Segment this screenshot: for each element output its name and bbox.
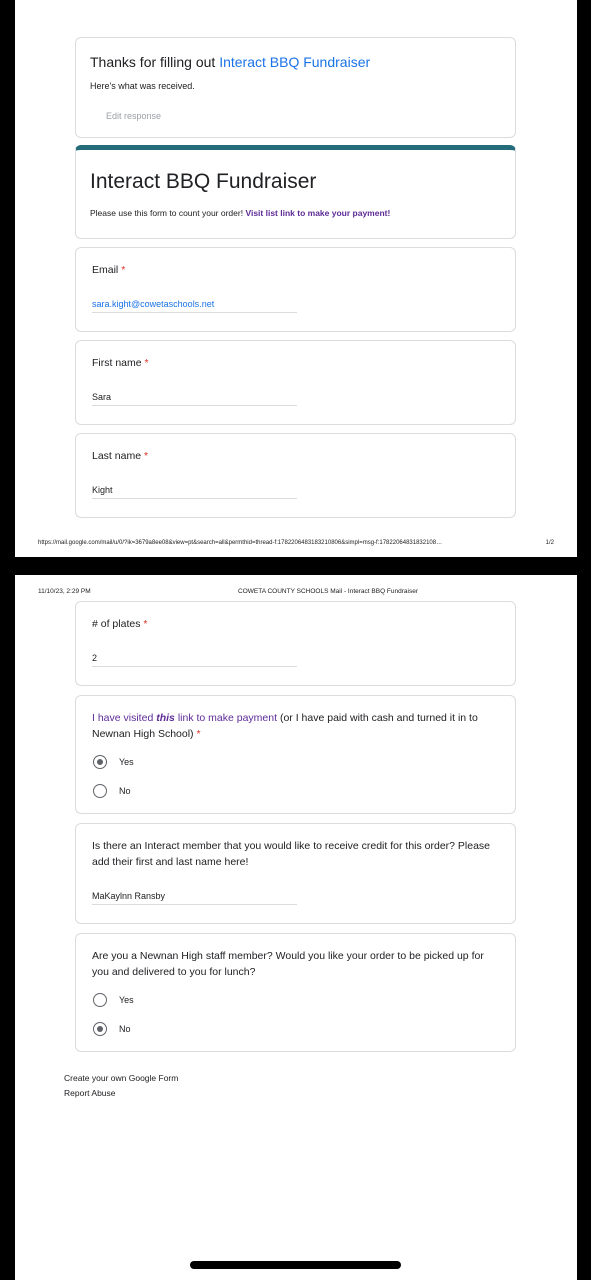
plates-label-text: # of plates [92, 618, 141, 630]
required-marker: * [144, 357, 149, 369]
staff-option-yes-label: Yes [119, 995, 134, 1005]
first-name-label-text: First name [92, 357, 142, 369]
question-interact-member [75, 823, 516, 924]
form-title: Interact BBQ Fundraiser [90, 170, 317, 193]
payment-option-no-label: No [119, 786, 131, 796]
payment-option-yes-label: Yes [119, 757, 134, 767]
question-staff [75, 933, 516, 1052]
payment-label-part2[interactable]: link to make payment [177, 712, 278, 724]
confirmation-title [90, 54, 370, 70]
required-marker: * [121, 264, 126, 276]
radio-unchecked-icon[interactable] [93, 784, 107, 798]
last-name-label [92, 448, 497, 464]
print-url: https://mail.google.com/mail/u/0/?ik=3679a8ee08&view=pt&search=all&permthid=thread-f:1782206483183210806&simpl=msg-f:178220648318321​08… [38, 540, 443, 546]
payment-option-no[interactable] [93, 783, 131, 799]
radio-checked-icon[interactable] [93, 1022, 107, 1036]
member-answer: MaKaylnn Ransby [92, 891, 297, 905]
confirmation-card [75, 37, 516, 138]
form-description [90, 208, 390, 218]
form-description-text: Please use this form to count your order! [90, 208, 244, 218]
payment-option-yes[interactable] [93, 754, 134, 770]
email-label [92, 262, 497, 278]
confirmation-subtitle: Here's what was received. [90, 81, 195, 91]
staff-option-no-label: No [119, 1024, 131, 1034]
required-marker: * [143, 618, 148, 630]
radio-unchecked-icon[interactable] [93, 993, 107, 1007]
email-answer: sara.kight@cowetaschools.net [92, 299, 297, 313]
question-plates [75, 601, 516, 686]
question-first-name [75, 340, 516, 425]
question-last-name [75, 433, 516, 518]
page-number: 1/2 [545, 540, 554, 546]
create-form-link[interactable]: Create your own Google Form [64, 1073, 179, 1083]
payment-label [92, 710, 497, 742]
last-name-answer: Kight [92, 485, 297, 499]
print-page-2 [15, 575, 577, 1280]
confirmation-title-prefix: Thanks for filling out [90, 54, 216, 70]
question-email [75, 247, 516, 332]
radio-checked-icon[interactable] [93, 755, 107, 769]
question-payment [75, 695, 516, 814]
first-name-label [92, 355, 497, 371]
first-name-answer: Sara [92, 392, 297, 406]
staff-option-yes[interactable] [93, 992, 134, 1008]
print-date: 11/10/23, 2:29 PM [38, 588, 91, 595]
form-name-link[interactable]: Interact BBQ Fundraiser [219, 54, 371, 70]
payment-this-link[interactable]: this [156, 712, 175, 724]
payment-label-part1: I have visited [92, 712, 154, 724]
staff-option-no[interactable] [93, 1021, 131, 1037]
plates-label [92, 616, 497, 632]
form-header-card [75, 145, 516, 239]
report-abuse-link[interactable]: Report Abuse [64, 1088, 116, 1098]
required-marker: * [196, 728, 201, 740]
plates-answer: 2 [92, 653, 297, 667]
payment-link[interactable]: Visit list link to make your payment! [245, 208, 391, 218]
required-marker: * [143, 450, 149, 462]
print-title: COWETA COUNTY SCHOOLS Mail - Interact BBQ Fundraiser [238, 588, 418, 595]
last-name-label-text: Last name [92, 450, 142, 462]
email-label-text: Email [92, 264, 119, 276]
edit-response-link[interactable]: Edit response [106, 111, 162, 121]
member-label: Is there an Interact member that you would like to receive credit for this order? Please add their first and last name here! [92, 840, 491, 868]
home-indicator[interactable] [190, 1261, 401, 1269]
staff-label: Are you a Newnan High staff member? Would you like your order to be picked up for you and delivered to you for lunch? [92, 950, 484, 978]
print-page-1 [15, 0, 577, 557]
payment-label-part3: (or I have paid with cash and turned it in to Newnan High School) [92, 712, 478, 740]
